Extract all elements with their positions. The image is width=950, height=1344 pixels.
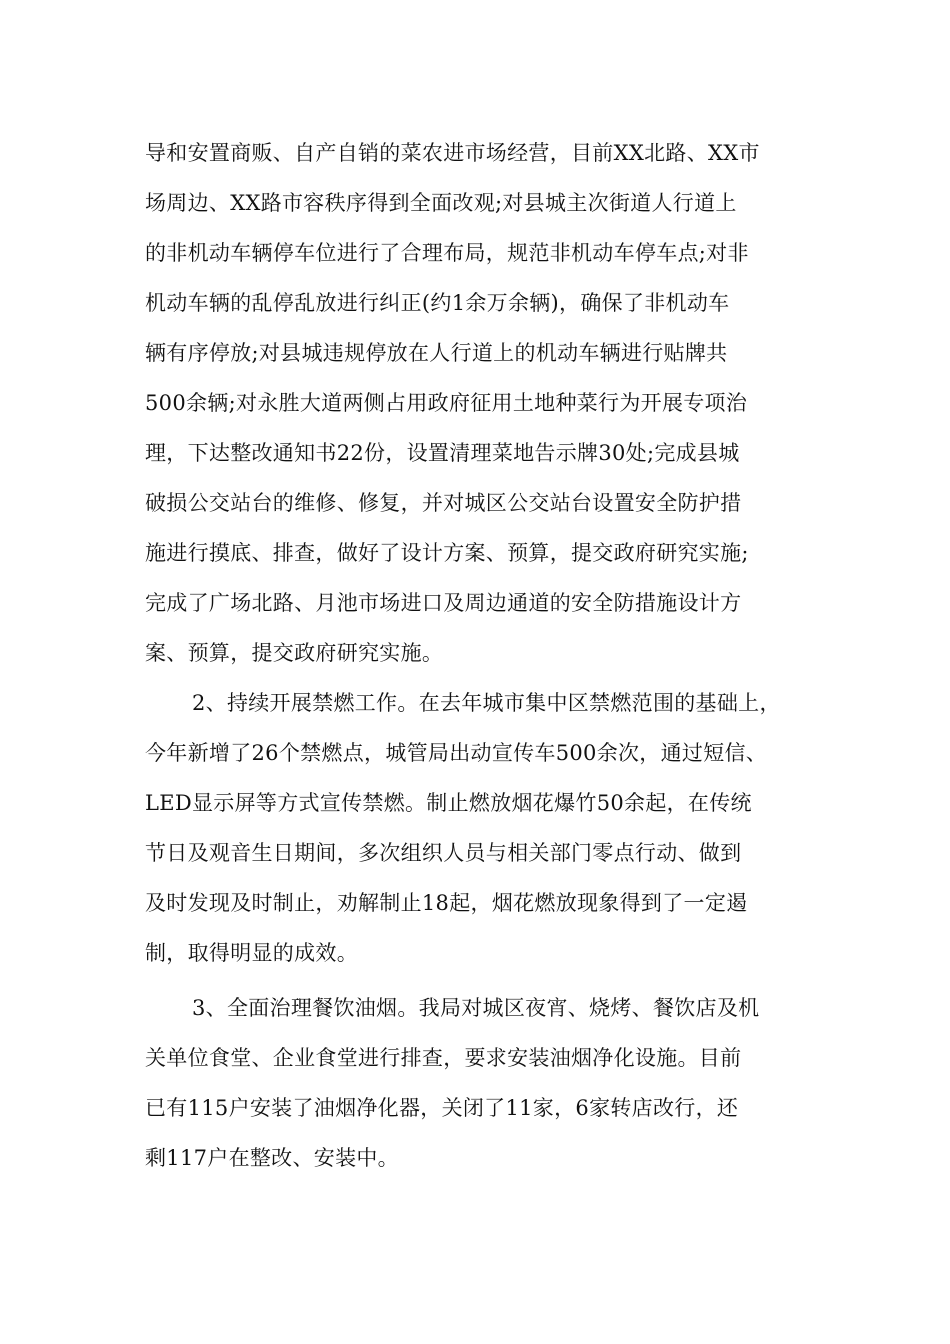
- text-line: 节日及观音生日期间，多次组织人员与相关部门零点行动、做到: [145, 841, 742, 865]
- text-line: 施进行摸底、排查，做好了设计方案、预算，提交政府研究实施;: [145, 541, 749, 565]
- text-line: 今年新增了26个禁燃点，城管局出动宣传车500余次，通过短信、: [145, 741, 768, 765]
- text-line: 案、预算，提交政府研究实施。: [145, 641, 444, 665]
- text-line: 500余辆;对永胜大道两侧占用政府征用土地种菜行为开展专项治: [145, 391, 748, 415]
- paragraph-heading-3: 3、全面治理餐饮油烟。我局对城区夜宵、烧烤、餐饮店及机: [192, 996, 760, 1020]
- text-line: 辆有序停放;对县城违规停放在人行道上的机动车辆进行贴牌共: [145, 341, 728, 365]
- text-line: 机动车辆的乱停乱放进行纠正(约1余万余辆)，确保了非机动车: [145, 291, 730, 315]
- paragraph-heading-2: 2、持续开展禁燃工作。在去年城市集中区禁燃范围的基础上，: [192, 691, 781, 715]
- text-line: 理，下达整改通知书22份，设置清理菜地告示牌30处;完成县城: [145, 441, 740, 465]
- text-line: 关单位食堂、企业食堂进行排查，要求安装油烟净化设施。目前: [145, 1046, 742, 1070]
- text-line: LED显示屏等方式宣传禁燃。制止燃放烟花爆竹50余起，在传统: [145, 791, 752, 815]
- text-line: 导和安置商贩、自产自销的菜农进市场经营，目前XX北路、XX市: [145, 141, 760, 165]
- text-line: 制，取得明显的成效。: [145, 941, 358, 965]
- text-line: 完成了广场北路、月池市场进口及周边通道的安全防措施设计方: [145, 591, 742, 615]
- text-line: 场周边、XX路市容秩序得到全面改观;对县城主次街道人行道上: [145, 191, 737, 215]
- text-line: 破损公交站台的维修、修复，并对城区公交站台设置安全防护措: [145, 491, 742, 515]
- text-line: 剩117户在整改、安装中。: [145, 1146, 399, 1170]
- text-line: 及时发现及时制止，劝解制止18起，烟花燃放现象得到了一定遏: [145, 891, 748, 915]
- text-line: 已有115户安装了油烟净化器，关闭了11家，6家转店改行，还: [145, 1096, 739, 1120]
- text-line: 的非机动车辆停车位进行了合理布局，规范非机动车停车点;对非: [145, 241, 749, 265]
